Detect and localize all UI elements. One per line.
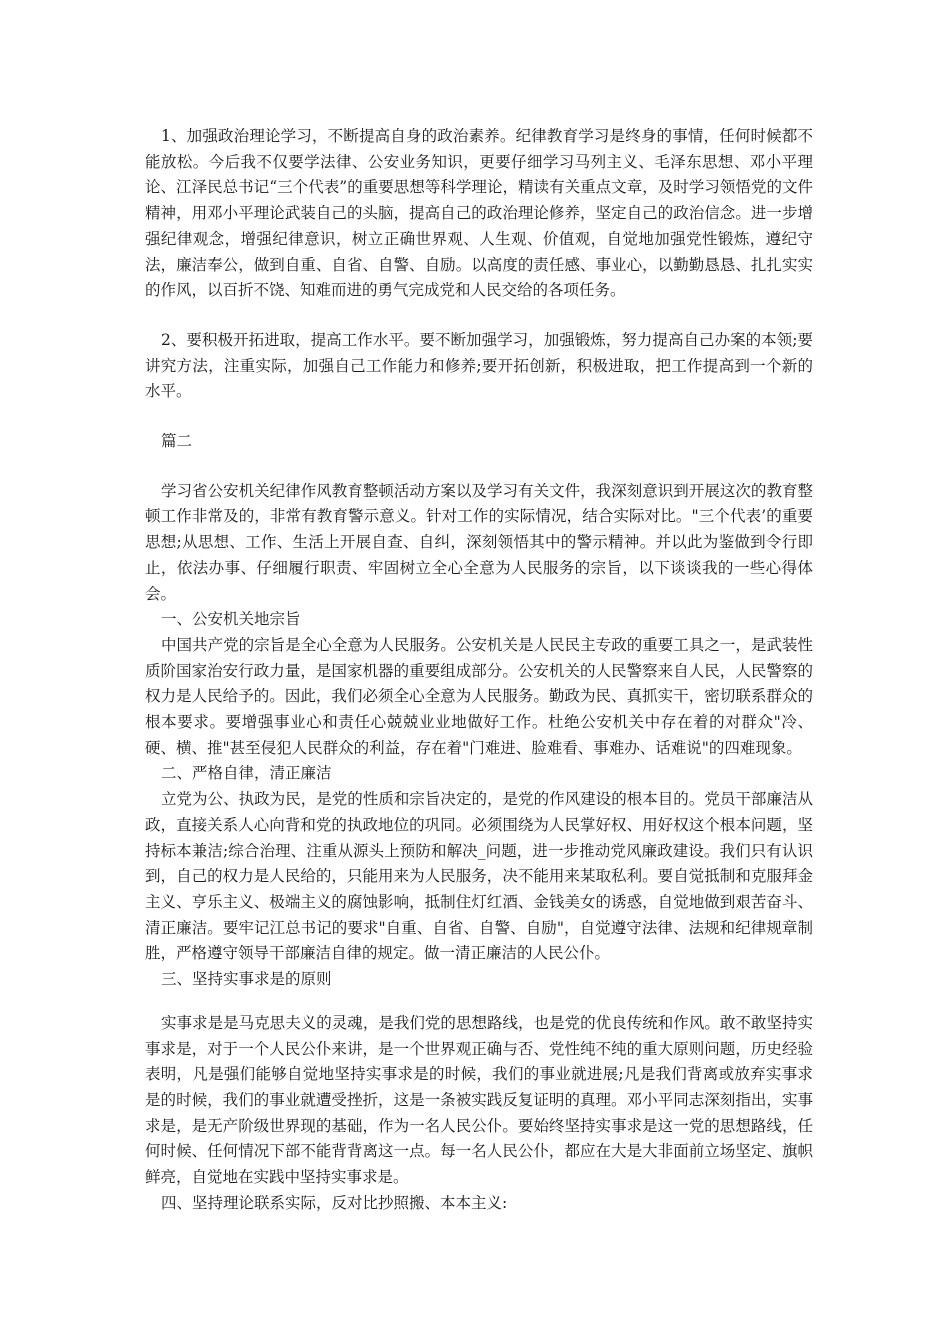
paragraph-2: 2、要积极开拓进取，提高工作水平。要不断加强学习，加强锻炼，努力提高自己办案的本领;要讲究方法，注重实际，加强自己工作能力和修养;要开拓创新，积极进取，把工作提高到一个新的水平。 [145,330,813,401]
section-heading-1: 一、公安机关地宗旨 [161,610,301,629]
section-heading-3: 三、坚持实事求是的原则 [161,970,332,989]
section-heading-2: 二、严格自律，清正廉洁 [161,764,332,783]
spacer [145,304,813,328]
paragraph-1: 1、加强政治理论学习，不断提高自身的政治素养。纪律教育学习是终身的事情，任何时候都不能放松。今后我不仅要学法律、公安业务知识，更要仔细学习马列主义、毛泽东思想、邓小平理论、江泽民总书记“三个代表”的重要思想等科学理论，精读有关重点文章，及时学习领悟党的文件精神，用邓小平理论武装自己的头脑，提高自己的政治理论修养，坚定自己的政治信念。进一步增强纪律观念，增强纪律意识，树立正确世界观、人生观、价值观，自觉地加强党性锻炼，遵纪守法，廉洁奉公，做到自重、自省、自警、自励。以高度的责任感、事业心，以勤勤恳恳、扎扎实实的作风，以百折不饶、知难而进的勇气完成党和人民交给的各项任务。 [145,127,813,300]
spacer [145,455,813,479]
section-heading-4: 四、坚持理论联系实际，反对比抄照搬、本本主义: [161,1193,508,1212]
section-body-1: 中国共产党的宗旨是全心全意为人民服务。公安机关是人民民主专政的重要工具之一，是武装性质阶国家治安行政力量，是国家机器的重要组成部分。公安机关的人民警察来自人民，人民警察的权力是人民给予的。因此，我们必须全心全意为人民服务。勤政为民、真抓实干，密切联系群众的根本要求。要增强事业心和责任心兢兢业业地做好工作。杜绝公安机关中存在着的对群众"冷、硬、横、推"甚至侵犯人民群众的利益，存在着"门难进、脸难看、事难办、话难说"的四难现象。 [145,635,813,757]
part-title: 篇二 [161,432,193,451]
spacer [145,993,813,1011]
intro-paragraph: 学习省公安机关纪律作风教育整顿活动方案以及学习有关文件，我深刻意识到开展这次的教育整顿工作非常及的，非常有教育警示意义。针对工作的实际情况，结合实际对比。"三个代表’的重要思想;从思想、工作、生活上开展自查、自纠，深刻领悟其中的警示精神。并以此为鉴做到令行即止，依法办事、仔细履行职责、牢固树立全心全意为人民服务的宗旨，以下谈谈我的一些心得体会。 [145,481,813,603]
section-body-3: 实事求是是马克思夫义的灵魂，是我们党的思想路线，也是党的优良传统和作风。敢不敢坚持实事求是，对于一个人民公仆来讲，是一个世界观正确与否、党性纯不纯的重大原则问题，历史经验表明，凡是强们能够自觉地坚持实事求是的时候，我们的事业就进展;凡是我们背离或放弃实事求是的时候，我们的事业就遭受挫折，这是一条被实践反复证明的真理。邓小平同志深刻指出，实事求是，是无产阶级世界现的基础，作为一名人民公仆。要始终坚持实事求是这一党的思想路线，任何时候、任何情况下部不能背背离这一点。每一名人民公仆，都应在大是大非面前立场坚定、旗帜鲜亮，自觉地在实践中坚持实事求是。 [145,1013,813,1187]
spacer [145,405,813,429]
document-page [145,124,813,1216]
section-body-2: 立党为公、执政为民，是党的性质和宗旨决定的，是党的作风建设的根本目的。党员干部廉洁从政，直接关系人心向背和党的执政地位的巩同。必须围绕为人民掌好权、用好权这个根本问题，坚持标本兼洁;综合治理、注重从源头上预防和解决_问题，进一步推动党风廉政建设。我们只有认识到，自己的权力是人民给的，只能用来为人民服务，决不能用来某取私利。要自觉抵制和克服拜金主义、亨乐主义、极端主义的腐蚀影响，抵制住灯红酒、金钱美女的诱惑，自觉地做到艰苦奋斗、清正廉洁。要牢记江总书记的要求"自重、自省、自警、自励"，自觉遵守法律、法规和纪律规章制胜，严格遵守领导干部廉洁自律的规定。做一清正廉洁的人民公仆。 [145,790,813,963]
